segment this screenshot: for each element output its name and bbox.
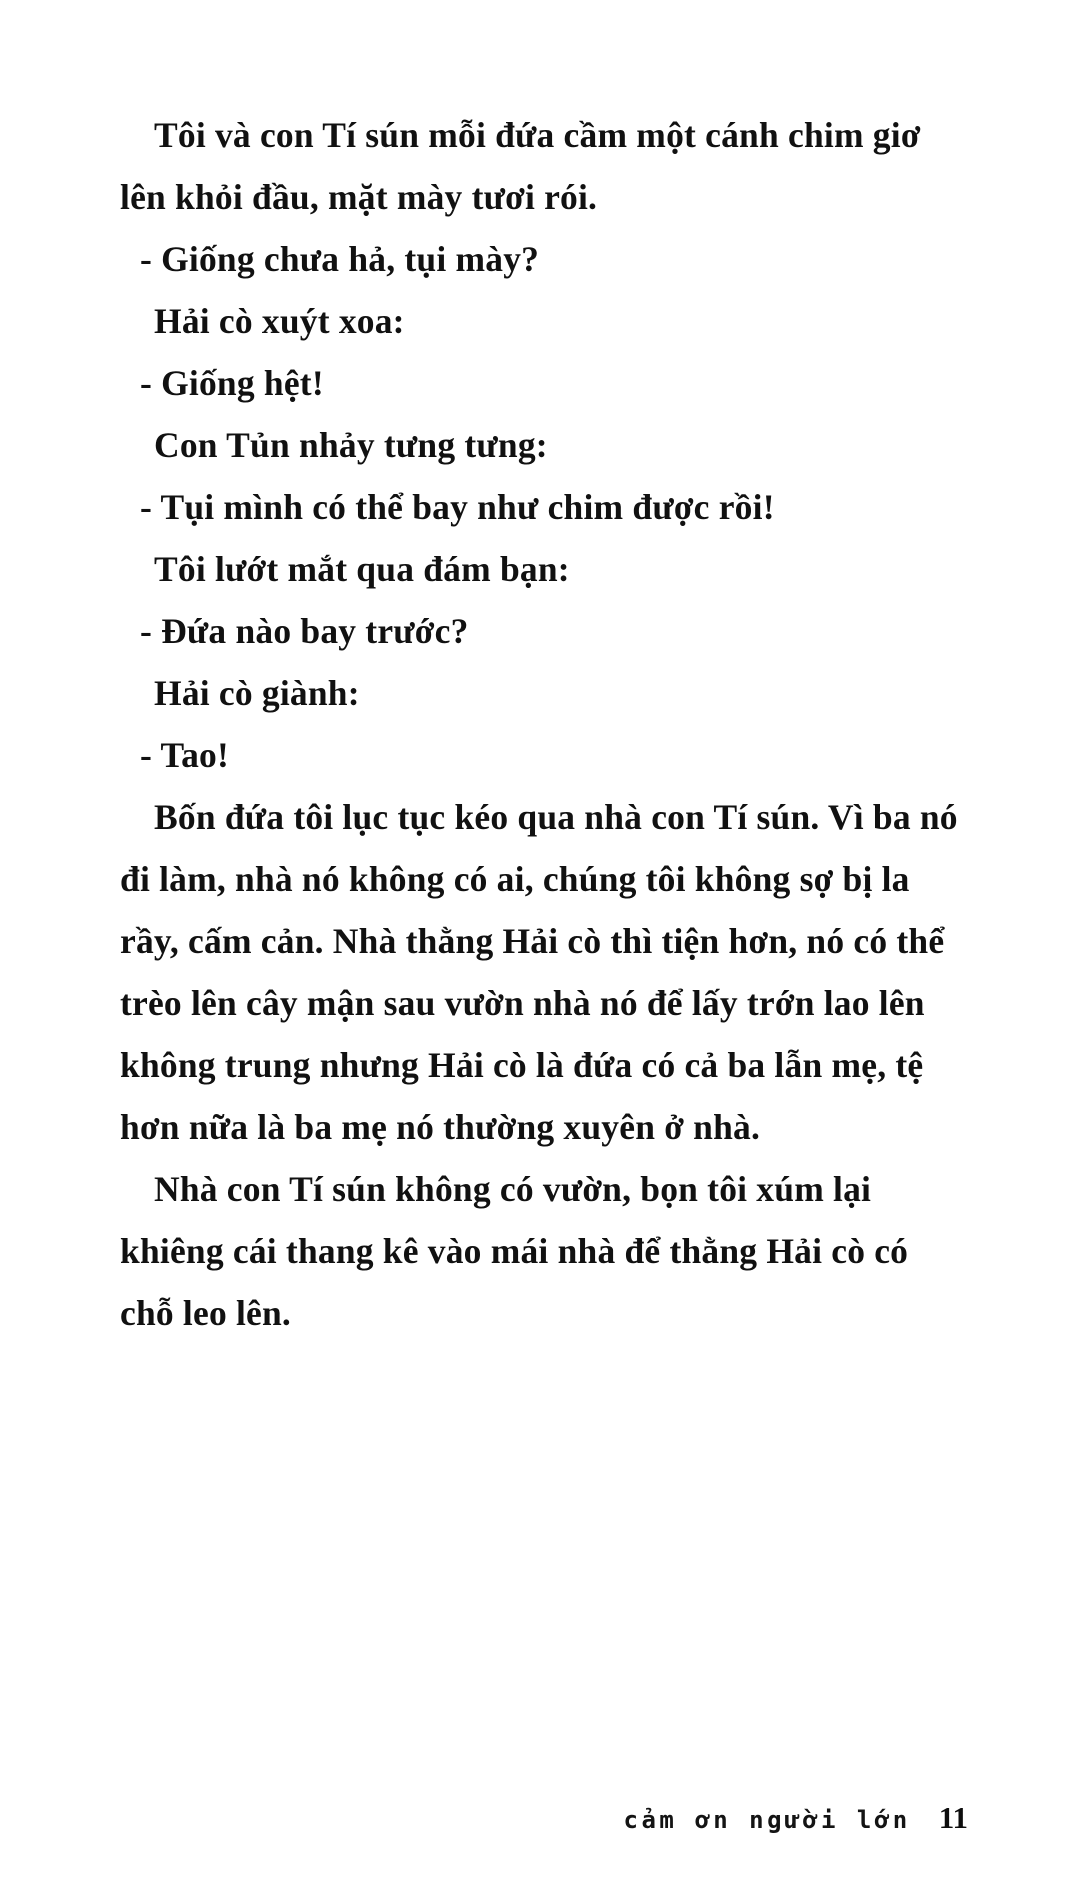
paragraph: - Giống chưa hả, tụi mày?: [140, 239, 540, 279]
paragraph: - Tụi mình có thể bay như chim được rồi!: [140, 487, 775, 527]
paragraph: Con Tủn nhảy tưng tưng:: [154, 425, 548, 465]
page-body: [120, 104, 968, 1344]
paragraph: Nhà con Tí sún không có vườn, bọn tôi xúm lại khiêng cái thang kê vào mái nhà để thằng Hải cò có chỗ leo lên.: [120, 1169, 909, 1333]
paragraph: Tôi và con Tí sún mỗi đứa cầm một cánh chim giơ lên khỏi đầu, mặt mày tươi rói.: [120, 115, 921, 217]
paragraph: Hải cò xuýt xoa:: [154, 301, 405, 341]
paragraph: Hải cò giành:: [154, 673, 360, 713]
paragraph: Tôi lướt mắt qua đám bạn:: [154, 549, 570, 589]
paragraph: - Giống hệt!: [140, 363, 324, 403]
paragraph: Bốn đứa tôi lục tục kéo qua nhà con Tí sún. Vì ba nó đi làm, nhà nó không có ai, chúng tôi không sợ bị la rầy, cấm cản. Nhà thằng Hải cò thì tiện hơn, nó có thể trèo lên cây mận sau vườn nhà nó để lấy trớn lao lên không trung nhưng Hải cò là đứa có cả ba lẫn mẹ, tệ hơn nữa là ba mẹ nó thường xuyên ở nhà.: [120, 797, 958, 1147]
page-footer: [120, 1800, 968, 1836]
paragraph: - Tao!: [140, 735, 229, 775]
footer-book-title: cảm ơn người lớn: [623, 1806, 911, 1834]
page-number: 11: [938, 1800, 968, 1835]
paragraph: - Đứa nào bay trước?: [140, 611, 469, 651]
